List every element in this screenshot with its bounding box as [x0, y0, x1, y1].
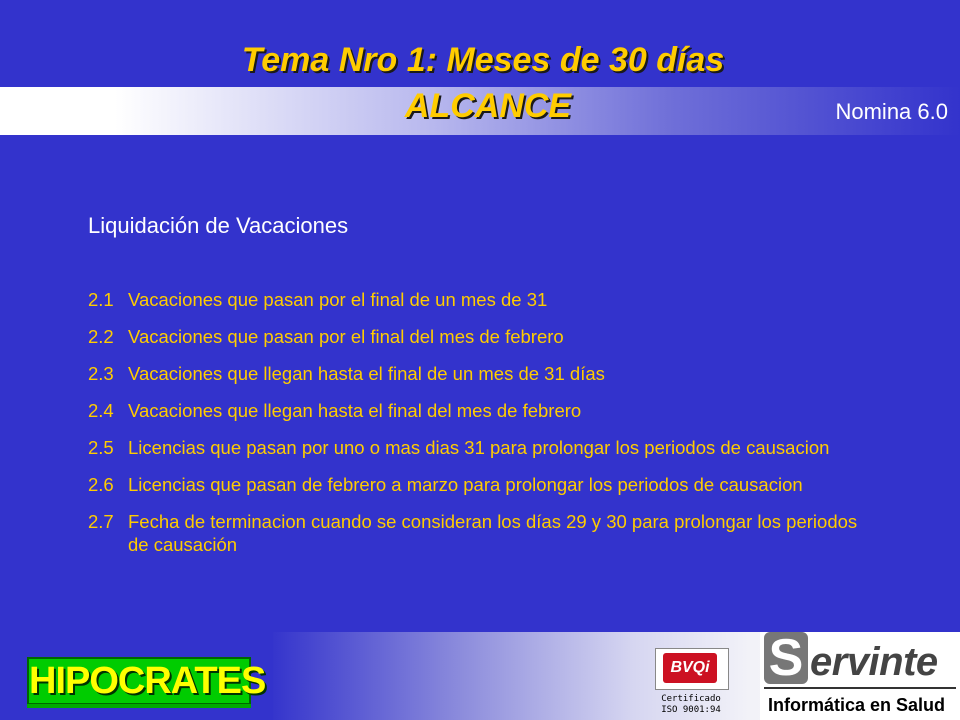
list-item — [88, 399, 878, 422]
item-text: Vacaciones que llegan hasta el final de un mes de 31 días — [128, 363, 605, 384]
product-name: Nomina 6.0 — [835, 99, 948, 124]
item-number: 2.3 — [88, 363, 114, 384]
hipocrates-logo-underline — [27, 704, 251, 708]
bvqi-logo — [655, 648, 729, 690]
servinte-logo — [760, 629, 960, 720]
servinte-s-mark: S — [764, 632, 808, 684]
item-text: Licencias que pasan de febrero a marzo para prolongar los periodos de causacion — [128, 474, 803, 495]
item-text: Licencias que pasan por uno o mas dias 31 para prolongar los periodos de causacion — [128, 437, 830, 458]
scope-list — [88, 288, 878, 570]
section-heading: Liquidación de Vacaciones — [88, 213, 349, 238]
list-item — [88, 510, 878, 556]
cert-standard: ISO 9001:94 — [661, 705, 721, 715]
hipocrates-logo: HIPOCRATES — [27, 657, 251, 705]
servinte-wordmark: ervinte — [810, 640, 938, 684]
item-text: Vacaciones que pasan por el final del mes de febrero — [128, 326, 564, 347]
certification-text — [646, 694, 736, 716]
servinte-tagline: Informática en Salud — [768, 695, 946, 715]
cert-label: Certificado — [661, 694, 721, 704]
item-number: 2.2 — [88, 326, 114, 347]
item-number: 2.7 — [88, 511, 114, 532]
slide-title: Tema Nro 1: Meses de 30 días — [241, 41, 725, 79]
list-item — [88, 436, 878, 459]
list-item — [88, 288, 878, 311]
list-item — [88, 362, 878, 385]
list-item — [88, 325, 878, 348]
servinte-divider — [764, 687, 956, 689]
list-item — [88, 473, 878, 496]
item-number: 2.6 — [88, 474, 114, 495]
item-number: 2.5 — [88, 437, 114, 458]
slide-subtitle: ALCANCE — [404, 87, 572, 125]
item-number: 2.4 — [88, 400, 114, 421]
bvqi-mark: BVQi — [663, 653, 717, 683]
item-text: Vacaciones que pasan por el final de un mes de 31 — [128, 289, 548, 310]
item-text: Fecha de terminacion cuando se consideran los días 29 y 30 para prolongar los periodos de causación — [128, 511, 858, 555]
item-number: 2.1 — [88, 289, 114, 310]
item-text: Vacaciones que llegan hasta el final del mes de febrero — [128, 400, 582, 421]
